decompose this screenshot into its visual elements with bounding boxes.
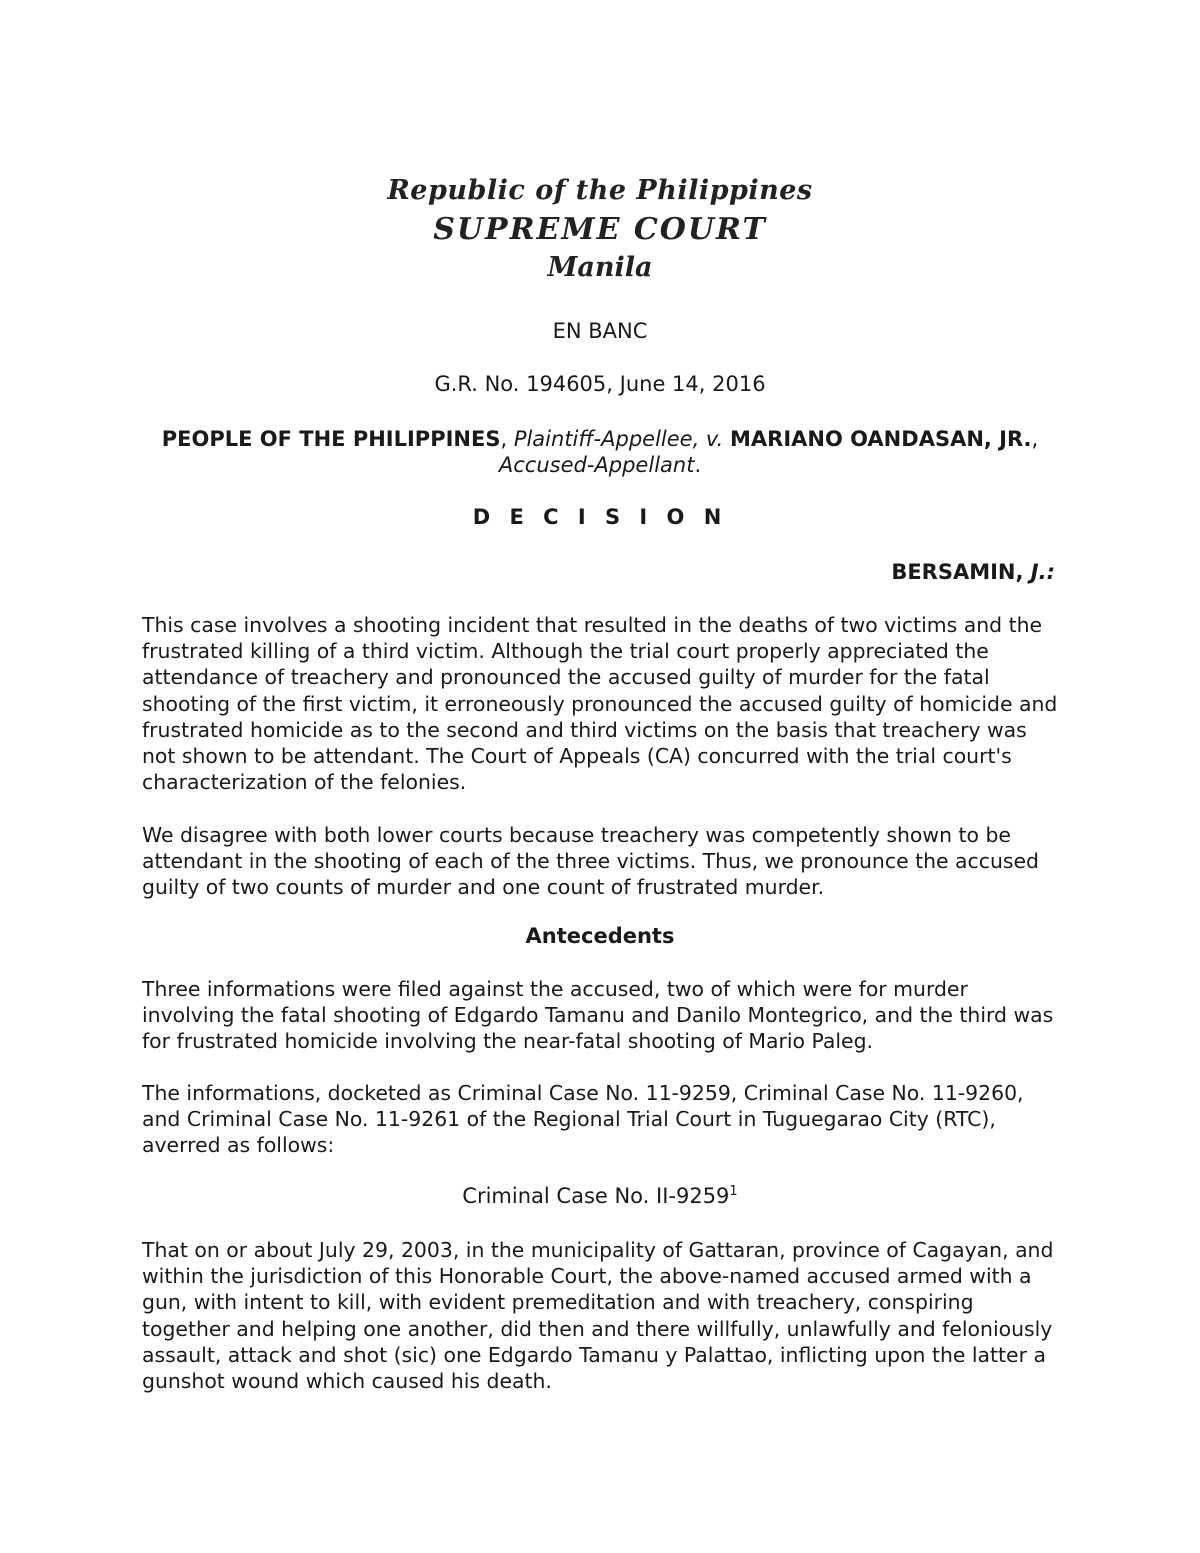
masthead-city: Manila xyxy=(547,252,653,283)
masthead-court: SUPREME COURT xyxy=(433,212,767,247)
ponente-designation: J.: xyxy=(1030,560,1055,584)
accused-name: MARIANO OANDASAN, JR. xyxy=(730,427,1032,451)
case-subheading xyxy=(0,1184,1200,1208)
case-subheading-text: Criminal Case No. II-9259 xyxy=(462,1184,730,1208)
case-parties xyxy=(145,426,1055,478)
comma-1: , xyxy=(500,427,514,451)
case-number: G.R. No. 194605, June 14, 2016 xyxy=(434,372,766,396)
paragraph-dockets: The informations, docketed as Criminal Case No. 11-9259, Criminal Case No. 11-9260, and Criminal Case No. 11-9261 of the Regional Trial Court in Tuguegarao City (RTC), averred as follows: xyxy=(142,1081,1024,1158)
division-label: EN BANC xyxy=(552,319,648,343)
paragraph-ruling: We disagree with both lower courts because treachery was competently shown to be attendant in the shooting of each of the three victims. Thus, we pronounce the accused guilty of two counts of murder and one count of frustrated murder. xyxy=(142,823,1039,900)
paragraph-intro: This case involves a shooting incident that resulted in the deaths of two victims and the frustrated killing of a third victim. Although the trial court properly appreciated the attendance of treachery and pronounced the accused guilty of murder for the fatal shooting of the first victim, it erroneously pronounced the accused guilty of homicide and frustrated homicide as to the second and third victims on the basis that treachery was not shown to be attendant. The Court of Appeals (CA) concurred with the trial court's characterization of the felonies. xyxy=(142,613,1058,795)
paragraph-information-text: That on or about July 29, 2003, in the municipality of Gattaran, province of Cagayan, and within the jurisdiction of this Honorable Court, the above-named accused armed with a gun, with intent to kill, with evident premeditation and with treachery, conspiring together and helping one another, did then and there willfully, unlawfully and feloniously assault, attack and shot (sic) one Edgardo Tamanu y Palattao, inflicting upon the latter a gunshot wound which caused his death. xyxy=(142,1238,1054,1394)
accused-role: Accused-Appellant xyxy=(498,453,695,477)
masthead-republic: Republic of the Philippines xyxy=(387,175,813,206)
ponente-name: BERSAMIN, xyxy=(891,560,1024,584)
footnote-marker[interactable]: 1 xyxy=(729,1184,738,1199)
plaintiff-name: PEOPLE OF THE PHILIPPINES xyxy=(161,427,501,451)
section-heading: Antecedents xyxy=(525,924,675,948)
period: . xyxy=(694,453,702,477)
comma-2: , xyxy=(1031,427,1039,451)
ponente xyxy=(891,560,1055,584)
paragraph-informations: Three informations were filed against the accused, two of which were for murder involving the fatal shooting of Edgardo Tamanu and Danilo Montegrico, and the third was for frustrated homicide involving the near-fatal shooting of Mario Paleg. xyxy=(142,977,1054,1054)
plaintiff-role: Plaintiff-Appellee, v. xyxy=(513,427,724,451)
decision-title: D E C I S I O N xyxy=(472,505,728,529)
